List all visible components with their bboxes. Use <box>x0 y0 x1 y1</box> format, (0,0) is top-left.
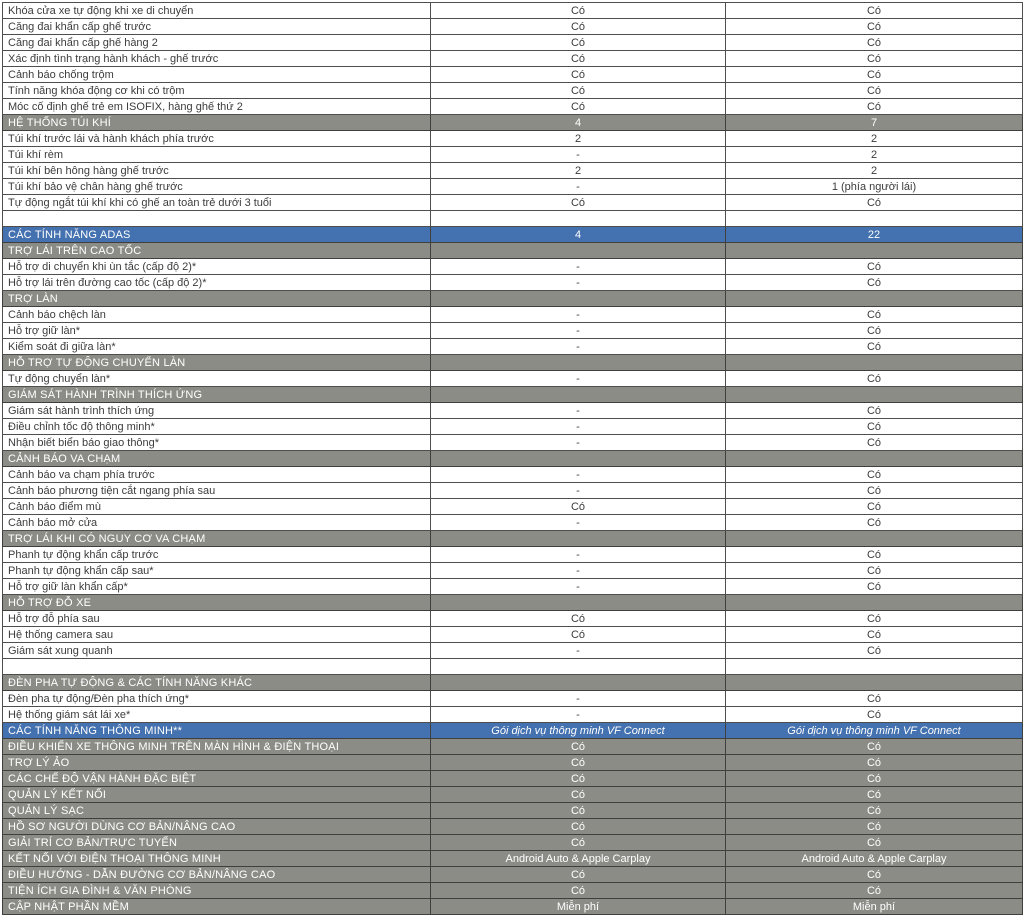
table-row <box>3 19 1023 35</box>
section-header-row <box>3 243 1023 259</box>
feature-label: CÁC TÍNH NĂNG THÔNG MINH** <box>3 723 431 739</box>
value-trim-1: Có <box>431 99 726 115</box>
value-trim-1: - <box>431 419 726 435</box>
feature-label: CÁC TÍNH NĂNG ADAS <box>3 227 431 243</box>
value-trim-2: Có <box>726 35 1023 51</box>
value-trim-2: Có <box>726 883 1023 899</box>
value-trim-2: Có <box>726 755 1023 771</box>
table-row <box>3 323 1023 339</box>
feature-label <box>3 659 431 675</box>
value-trim-2: Có <box>726 3 1023 19</box>
table-row <box>3 547 1023 563</box>
feature-label: GIÁM SÁT HÀNH TRÌNH THÍCH ỨNG <box>3 387 431 403</box>
feature-label: ĐIỀU HƯỚNG - DẪN ĐƯỜNG CƠ BẢN/NÂNG CAO <box>3 867 431 883</box>
table-row <box>3 195 1023 211</box>
value-trim-2: 2 <box>726 163 1023 179</box>
value-trim-2: Có <box>726 579 1023 595</box>
table-row <box>3 3 1023 19</box>
table-row <box>3 707 1023 723</box>
spec-table-body <box>3 3 1023 915</box>
value-trim-2: Có <box>726 691 1023 707</box>
feature-label: ĐÈN PHA TỰ ĐỘNG & CÁC TÍNH NĂNG KHÁC <box>3 675 431 691</box>
value-trim-2: 7 <box>726 115 1023 131</box>
value-trim-2: Có <box>726 803 1023 819</box>
value-trim-2: Có <box>726 611 1023 627</box>
feature-label: CẢNH BÁO VA CHẠM <box>3 451 431 467</box>
feature-label: Túi khí trước lái và hành khách phía trước <box>3 131 431 147</box>
section-header-row <box>3 899 1023 915</box>
value-trim-1: Có <box>431 755 726 771</box>
table-row <box>3 643 1023 659</box>
value-trim-2: Có <box>726 435 1023 451</box>
value-trim-1: Có <box>431 803 726 819</box>
value-trim-2: 22 <box>726 227 1023 243</box>
value-trim-2: Có <box>726 707 1023 723</box>
value-trim-1: 2 <box>431 131 726 147</box>
feature-label: Hỗ trợ giữ làn khẩn cấp* <box>3 579 431 595</box>
table-row <box>3 307 1023 323</box>
value-trim-2: Có <box>726 99 1023 115</box>
value-trim-2 <box>726 243 1023 259</box>
value-trim-2 <box>726 387 1023 403</box>
value-trim-1: - <box>431 707 726 723</box>
section-header-row <box>3 835 1023 851</box>
value-trim-1: - <box>431 515 726 531</box>
value-trim-1: - <box>431 579 726 595</box>
value-trim-1: - <box>431 403 726 419</box>
feature-label: Phanh tự động khẩn cấp sau* <box>3 563 431 579</box>
feature-label: Cảnh báo chống trộm <box>3 67 431 83</box>
value-trim-1: - <box>431 467 726 483</box>
value-trim-1: 4 <box>431 115 726 131</box>
feature-label: Móc cố định ghế trẻ em ISOFIX, hàng ghế thứ 2 <box>3 99 431 115</box>
section-header-row <box>3 595 1023 611</box>
value-trim-1 <box>431 531 726 547</box>
table-row <box>3 419 1023 435</box>
table-row <box>3 515 1023 531</box>
value-trim-1: - <box>431 275 726 291</box>
value-trim-1: - <box>431 691 726 707</box>
value-trim-1 <box>431 675 726 691</box>
feature-label: Cảnh báo va chạm phía trước <box>3 467 431 483</box>
table-row <box>3 627 1023 643</box>
feature-label <box>3 211 431 227</box>
feature-label: Cảnh báo phương tiện cắt ngang phía sau <box>3 483 431 499</box>
blank-row <box>3 211 1023 227</box>
value-trim-1: Có <box>431 819 726 835</box>
table-row <box>3 691 1023 707</box>
section-header-row <box>3 291 1023 307</box>
value-trim-1: 4 <box>431 227 726 243</box>
value-trim-2 <box>726 659 1023 675</box>
table-row <box>3 435 1023 451</box>
value-trim-1: Có <box>431 51 726 67</box>
feature-label: QUẢN LÝ KẾT NỐI <box>3 787 431 803</box>
table-row <box>3 35 1023 51</box>
value-trim-2: 1 (phía người lái) <box>726 179 1023 195</box>
value-trim-2: Có <box>726 563 1023 579</box>
table-row <box>3 51 1023 67</box>
value-trim-2: Có <box>726 403 1023 419</box>
feature-label: ĐIỀU KHIỂN XE THÔNG MINH TRÊN MÀN HÌNH & ĐIỆN THOẠI <box>3 739 431 755</box>
section-header-row <box>3 387 1023 403</box>
value-trim-1 <box>431 355 726 371</box>
value-trim-2 <box>726 451 1023 467</box>
feature-label: Điều chỉnh tốc độ thông minh* <box>3 419 431 435</box>
value-trim-1: - <box>431 339 726 355</box>
feature-label: TRỢ LÁI TRÊN CAO TỐC <box>3 243 431 259</box>
section-header-row <box>3 771 1023 787</box>
table-row <box>3 403 1023 419</box>
table-row <box>3 579 1023 595</box>
value-trim-2: Có <box>726 867 1023 883</box>
feature-label: HỆ THỐNG TÚI KHÍ <box>3 115 431 131</box>
feature-label: KẾT NỐI VỚI ĐIỆN THOẠI THÔNG MINH <box>3 851 431 867</box>
value-trim-1: Có <box>431 67 726 83</box>
value-trim-2: Có <box>726 195 1023 211</box>
value-trim-2: 2 <box>726 131 1023 147</box>
value-trim-1: Có <box>431 3 726 19</box>
spec-table <box>2 2 1023 915</box>
feature-label: Hệ thống giám sát lái xe* <box>3 707 431 723</box>
section-header-row <box>3 739 1023 755</box>
feature-label: Hỗ trợ lái trên đường cao tốc (cấp độ 2)* <box>3 275 431 291</box>
value-trim-1: Có <box>431 627 726 643</box>
value-trim-1: 2 <box>431 163 726 179</box>
value-trim-1: Android Auto & Apple Carplay <box>431 851 726 867</box>
value-trim-1 <box>431 659 726 675</box>
feature-label: HỖ TRỢ ĐỖ XE <box>3 595 431 611</box>
value-trim-1: - <box>431 259 726 275</box>
section-header-row <box>3 755 1023 771</box>
value-trim-2 <box>726 211 1023 227</box>
feature-label: Giám sát xung quanh <box>3 643 431 659</box>
value-trim-1: - <box>431 563 726 579</box>
feature-label: CÁC CHẾ ĐỘ VẬN HÀNH ĐẶC BIỆT <box>3 771 431 787</box>
table-row <box>3 467 1023 483</box>
value-trim-2: Có <box>726 771 1023 787</box>
table-row <box>3 163 1023 179</box>
value-trim-2: Có <box>726 83 1023 99</box>
value-trim-1: - <box>431 179 726 195</box>
feature-label: Túi khí bảo vệ chân hàng ghế trước <box>3 179 431 195</box>
value-trim-2 <box>726 675 1023 691</box>
feature-label: Xác định tình trạng hành khách - ghế trước <box>3 51 431 67</box>
value-trim-1: Gói dịch vụ thông minh VF Connect <box>431 723 726 739</box>
value-trim-2: Có <box>726 259 1023 275</box>
section-header-row <box>3 867 1023 883</box>
section-header-row <box>3 531 1023 547</box>
value-trim-1: - <box>431 483 726 499</box>
value-trim-1: Có <box>431 83 726 99</box>
section-header-row <box>3 675 1023 691</box>
value-trim-2: Có <box>726 627 1023 643</box>
value-trim-1 <box>431 595 726 611</box>
table-row <box>3 483 1023 499</box>
value-trim-2: Có <box>726 307 1023 323</box>
value-trim-1: - <box>431 547 726 563</box>
value-trim-2: Có <box>726 371 1023 387</box>
feature-label: Căng đai khẩn cấp ghế hàng 2 <box>3 35 431 51</box>
feature-label: Nhận biết biển báo giao thông* <box>3 435 431 451</box>
table-row <box>3 147 1023 163</box>
feature-label: CẬP NHẬT PHẦN MỀM <box>3 899 431 915</box>
section-header-row <box>3 355 1023 371</box>
table-row <box>3 275 1023 291</box>
value-trim-2: Có <box>726 499 1023 515</box>
feature-label: Hỗ trợ giữ làn* <box>3 323 431 339</box>
feature-label: Hỗ trợ di chuyển khi ùn tắc (cấp độ 2)* <box>3 259 431 275</box>
feature-label: QUẢN LÝ SẠC <box>3 803 431 819</box>
value-trim-2: Có <box>726 19 1023 35</box>
table-row <box>3 83 1023 99</box>
feature-label: Tính năng khóa động cơ khi có trộm <box>3 83 431 99</box>
value-trim-1: Có <box>431 739 726 755</box>
value-trim-1: Có <box>431 787 726 803</box>
feature-label: TRỢ LÀN <box>3 291 431 307</box>
value-trim-1: Có <box>431 771 726 787</box>
value-trim-2 <box>726 291 1023 307</box>
section-header-row <box>3 851 1023 867</box>
table-row <box>3 179 1023 195</box>
value-trim-1 <box>431 291 726 307</box>
value-trim-1: - <box>431 323 726 339</box>
value-trim-2: Có <box>726 51 1023 67</box>
value-trim-1: Miễn phí <box>431 899 726 915</box>
value-trim-2: 2 <box>726 147 1023 163</box>
value-trim-2: Có <box>726 275 1023 291</box>
table-row <box>3 339 1023 355</box>
table-row <box>3 259 1023 275</box>
value-trim-1: - <box>431 307 726 323</box>
value-trim-1 <box>431 211 726 227</box>
feature-label: Kiểm soát đi giữa làn* <box>3 339 431 355</box>
feature-label: HỒ SƠ NGƯỜI DÙNG CƠ BẢN/NÂNG CAO <box>3 819 431 835</box>
section-header-row <box>3 819 1023 835</box>
table-row <box>3 99 1023 115</box>
value-trim-1: Có <box>431 883 726 899</box>
value-trim-2: Gói dịch vụ thông minh VF Connect <box>726 723 1023 739</box>
feature-label: HỖ TRỢ TỰ ĐỘNG CHUYỂN LÀN <box>3 355 431 371</box>
table-row <box>3 67 1023 83</box>
value-trim-1: - <box>431 643 726 659</box>
value-trim-1: Có <box>431 835 726 851</box>
table-row <box>3 131 1023 147</box>
table-row <box>3 371 1023 387</box>
section-header-row <box>3 723 1023 739</box>
value-trim-2 <box>726 595 1023 611</box>
section-header-row <box>3 803 1023 819</box>
value-trim-2 <box>726 355 1023 371</box>
value-trim-1 <box>431 451 726 467</box>
feature-label: TIỆN ÍCH GIA ĐÌNH & VĂN PHÒNG <box>3 883 431 899</box>
value-trim-2: Có <box>726 467 1023 483</box>
feature-label: Cảnh báo điểm mù <box>3 499 431 515</box>
value-trim-2: Có <box>726 483 1023 499</box>
value-trim-1 <box>431 387 726 403</box>
section-header-row <box>3 115 1023 131</box>
feature-label: Đèn pha tự động/Đèn pha thích ứng* <box>3 691 431 707</box>
table-row <box>3 499 1023 515</box>
value-trim-1 <box>431 243 726 259</box>
feature-label: Giám sát hành trình thích ứng <box>3 403 431 419</box>
section-header-row <box>3 883 1023 899</box>
value-trim-2: Có <box>726 787 1023 803</box>
value-trim-2 <box>726 531 1023 547</box>
value-trim-2: Có <box>726 643 1023 659</box>
value-trim-2: Có <box>726 419 1023 435</box>
value-trim-2: Android Auto & Apple Carplay <box>726 851 1023 867</box>
value-trim-2: Có <box>726 323 1023 339</box>
feature-label: Túi khí rèm <box>3 147 431 163</box>
value-trim-1: - <box>431 371 726 387</box>
section-header-row <box>3 451 1023 467</box>
value-trim-2: Có <box>726 515 1023 531</box>
blank-row <box>3 659 1023 675</box>
value-trim-1: Có <box>431 611 726 627</box>
feature-label: Hệ thống camera sau <box>3 627 431 643</box>
value-trim-1: Có <box>431 499 726 515</box>
value-trim-1: Có <box>431 867 726 883</box>
value-trim-1: Có <box>431 35 726 51</box>
value-trim-1: Có <box>431 195 726 211</box>
value-trim-1: - <box>431 147 726 163</box>
feature-label: Phanh tự động khẩn cấp trước <box>3 547 431 563</box>
feature-label: TRỢ LÁI KHI CÓ NGUY CƠ VA CHẠM <box>3 531 431 547</box>
value-trim-2: Miễn phí <box>726 899 1023 915</box>
feature-label: Căng đai khẩn cấp ghế trước <box>3 19 431 35</box>
value-trim-2: Có <box>726 739 1023 755</box>
table-row <box>3 563 1023 579</box>
feature-label: Hỗ trợ đỗ phía sau <box>3 611 431 627</box>
section-header-row <box>3 787 1023 803</box>
value-trim-2: Có <box>726 835 1023 851</box>
section-header-row <box>3 227 1023 243</box>
value-trim-2: Có <box>726 67 1023 83</box>
value-trim-2: Có <box>726 819 1023 835</box>
feature-label: Túi khí bên hông hàng ghế trước <box>3 163 431 179</box>
feature-label: GIẢI TRÍ CƠ BẢN/TRỰC TUYẾN <box>3 835 431 851</box>
feature-label: TRỢ LÝ ẢO <box>3 755 431 771</box>
feature-label: Tự động chuyển làn* <box>3 371 431 387</box>
value-trim-1: - <box>431 435 726 451</box>
value-trim-2: Có <box>726 339 1023 355</box>
feature-label: Cảnh báo chệch làn <box>3 307 431 323</box>
feature-label: Tự động ngắt túi khí khi có ghế an toàn trẻ dưới 3 tuổi <box>3 195 431 211</box>
feature-label: Cảnh báo mở cửa <box>3 515 431 531</box>
value-trim-2: Có <box>726 547 1023 563</box>
feature-label: Khóa cửa xe tự động khi xe di chuyển <box>3 3 431 19</box>
table-row <box>3 611 1023 627</box>
value-trim-1: Có <box>431 19 726 35</box>
